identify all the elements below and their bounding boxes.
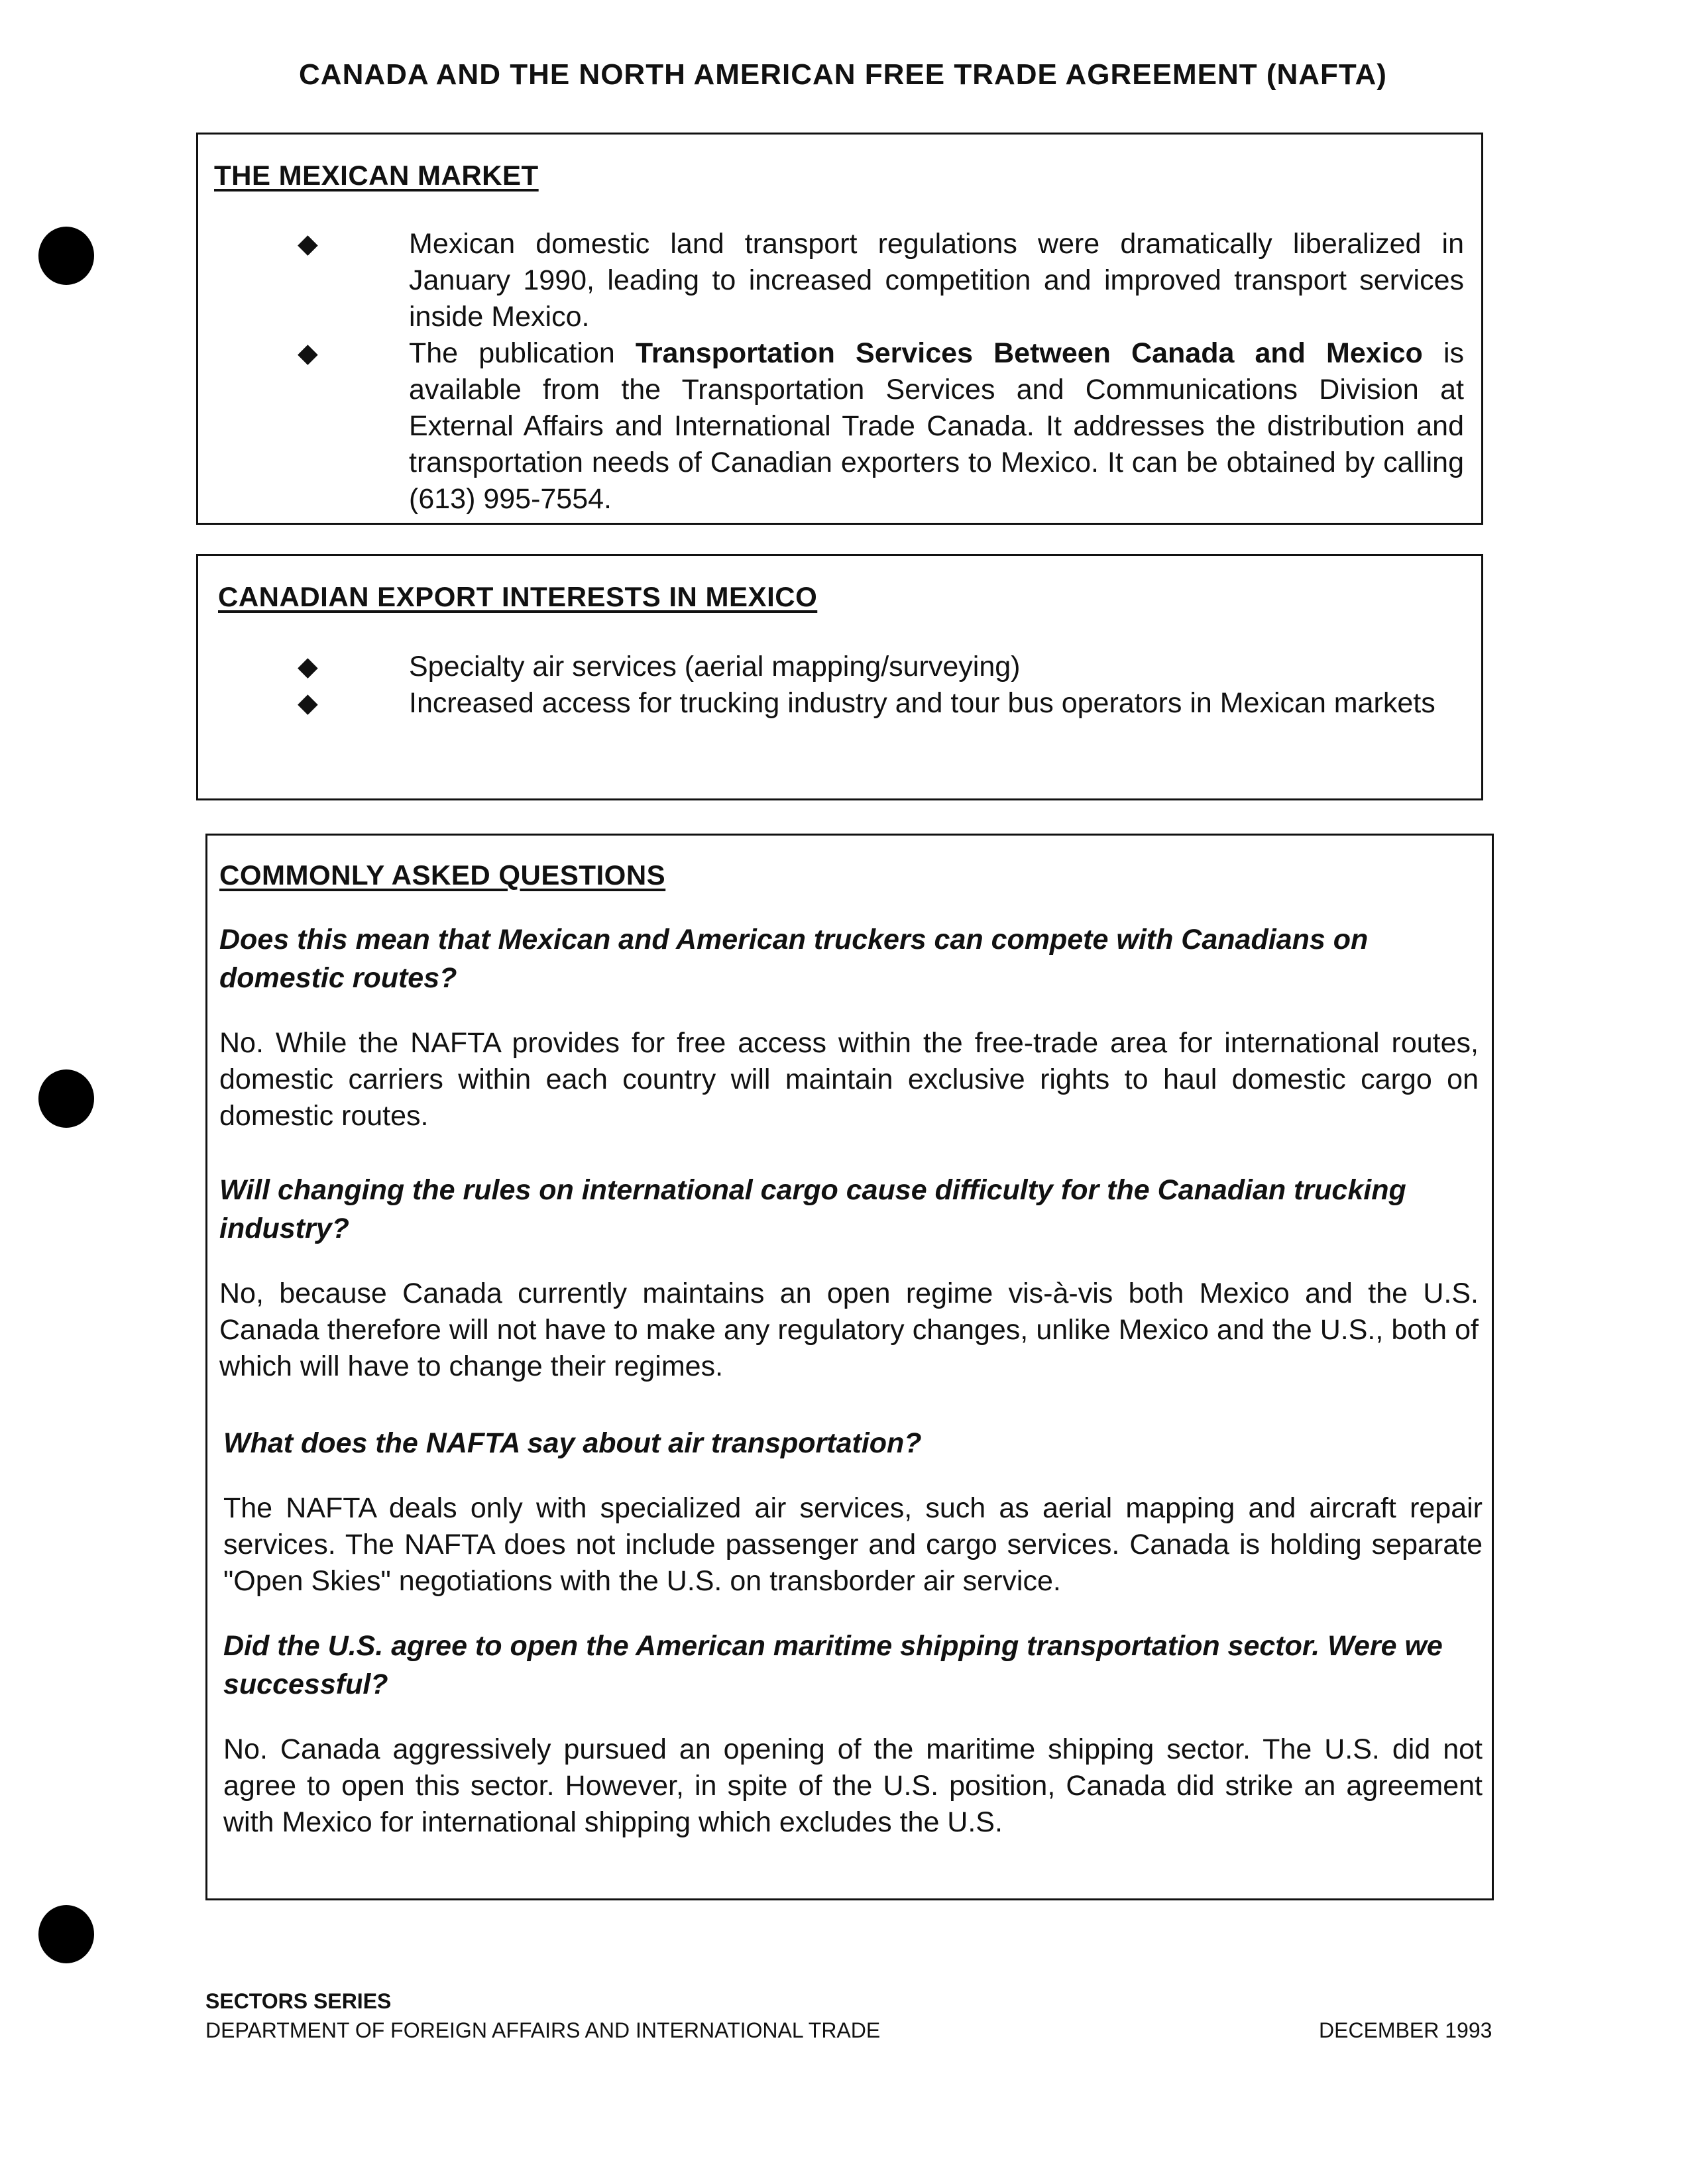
diamond-bullet-icon: ◆ xyxy=(298,339,318,368)
bullet-text: Mexican domestic land transport regulations were dramatically liberalized in January 1990, leading to increased competition and improved transport services inside Mexico. xyxy=(409,228,1464,333)
question-text: Does this mean that Mexican and American truckers can compete with Canadians on domestic routes? xyxy=(219,924,1369,994)
punch-hole-middle xyxy=(38,1069,94,1128)
bullet-text-post: is available from the Transportation Services and Communications Division at External Affairs and International Trade Canada. It addresses the distribution and transportation needs of Canadian exporters to Mexico. It can be obtained by calling (613) 995-7554. xyxy=(409,337,1464,515)
answer-text: No. Canada aggressively pursued an opening of the maritime shipping sector. The U.S. did not agree to open this sector. However, in spite of the U.S. position, Canada did strike an agreement with Mexico for international shipping which excludes the U.S. xyxy=(223,1733,1483,1838)
answer-text: No. While the NAFTA provides for free access within the free-trade area for international routes, domestic carriers within each country will maintain exclusive rights to haul domestic cargo on domestic routes. xyxy=(219,1027,1479,1132)
bullet-text: Increased access for trucking industry and tour bus operators in Mexican markets xyxy=(409,687,1435,719)
series-label: SECTORS SERIES xyxy=(205,1989,392,2013)
faq-item-2 xyxy=(219,1171,1479,1385)
faq-item-1 xyxy=(219,920,1479,1134)
publication-title: Transportation Services Between Canada and Mexico xyxy=(635,337,1423,369)
diamond-bullet-icon: ◆ xyxy=(298,652,318,681)
list-item xyxy=(198,685,1465,722)
footer-left xyxy=(205,1987,880,2045)
list-item xyxy=(198,335,1464,518)
punch-hole-top xyxy=(38,227,94,285)
list-item xyxy=(198,226,1464,335)
export-interests-box xyxy=(196,554,1483,800)
answer-text: The NAFTA deals only with specialized air services, such as aerial mapping and aircraft repair services. The NAFTA does not include passenger and cargo services. Canada is holding separate "Open Skies" negotiations with the U.S. on transborder air service. xyxy=(223,1492,1483,1597)
answer-text: No, because Canada currently maintains an open regime vis-à-vis both Mexico and the U.S. Canada therefore will not have to make any regulatory changes, unlike Mexico and the U.S., both of which will have to change their regimes. xyxy=(219,1278,1479,1382)
diamond-bullet-icon: ◆ xyxy=(298,688,318,718)
export-interests-list xyxy=(198,649,1465,722)
bullet-text: Specialty air services (aerial mapping/surveying) xyxy=(409,651,1021,682)
footer-date: DECEMBER 1993 xyxy=(1319,2018,1492,2042)
export-interests-heading: CANADIAN EXPORT INTERESTS IN MEXICO xyxy=(218,581,818,612)
mexican-market-box xyxy=(196,133,1483,525)
questions-heading: COMMONLY ASKED QUESTIONS xyxy=(219,859,666,891)
bullet-text-pre: The publication xyxy=(409,337,636,369)
list-item xyxy=(198,649,1465,685)
department-label: DEPARTMENT OF FOREIGN AFFAIRS AND INTERNATIONAL TRADE xyxy=(205,2018,881,2042)
faq-item-3 xyxy=(223,1424,1483,1600)
punch-hole-bottom xyxy=(38,1905,94,1963)
page-title: CANADA AND THE NORTH AMERICAN FREE TRADE AGREEMENT (NAFTA) xyxy=(299,58,1387,91)
question-text: What does the NAFTA say about air transportation? xyxy=(223,1427,922,1459)
mexican-market-heading: THE MEXICAN MARKET xyxy=(214,160,539,191)
faq-item-4 xyxy=(223,1627,1483,1841)
mexican-market-list xyxy=(198,226,1464,518)
questions-box xyxy=(205,834,1494,1900)
question-text: Will changing the rules on international cargo cause difficulty for the Canadian trucking industry? xyxy=(219,1174,1406,1244)
diamond-bullet-icon: ◆ xyxy=(298,229,318,258)
question-text: Did the U.S. agree to open the American maritime shipping transportation sector. Were we successful? xyxy=(223,1630,1443,1700)
